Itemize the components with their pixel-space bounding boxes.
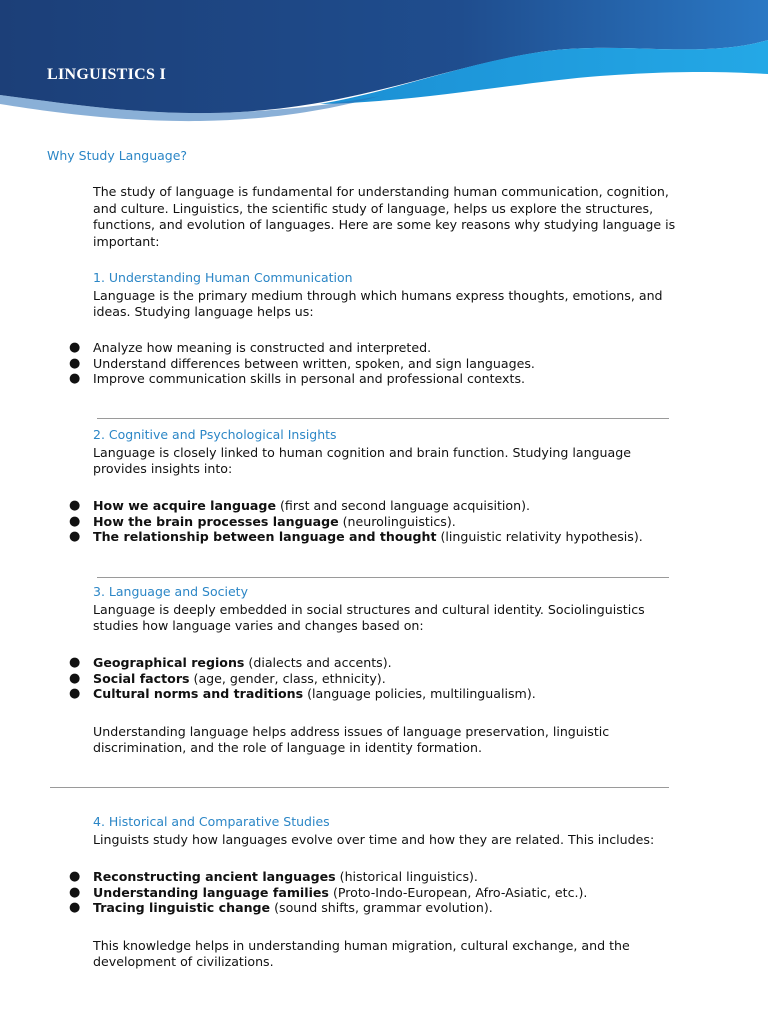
section-title-4: 4. Historical and Comparative Studies (93, 814, 330, 829)
bullet-icon: ● (69, 869, 81, 884)
page-heading: Why Study Language? (47, 148, 188, 163)
intro-paragraph: The study of language is fundamental for understanding human communication, cognition, and culture. Linguistics, the scientific study of language, helps us explore the structures, functions, and evolution of languages. Here are some key reasons why studying language is important: (93, 184, 676, 249)
list-item: ● Analyze how meaning is constructed and interpreted. (69, 340, 432, 355)
section-paragraph-2: Language is closely linked to human cognition and brain function. Studying language provides insights into: (93, 445, 631, 476)
list-item: ● Understand differences between written, spoken, and sign languages. (69, 355, 535, 371)
wave-banner-graphic (0, 0, 768, 125)
header-banner (0, 0, 768, 125)
bullet-icon: ● (69, 498, 81, 513)
bullet-icon: ● (69, 670, 81, 686)
bullet-icon: ● (69, 355, 81, 371)
list-item: ● The relationship between language and thought (linguistic relativity hypothesis). (69, 529, 643, 544)
bullet-icon: ● (69, 340, 81, 355)
section-paragraph-4: Linguists study how languages evolve over time and how they are related. This includes: (93, 832, 655, 847)
document-title: LINGUISTICS I (47, 66, 167, 83)
section-title-2: 2. Cognitive and Psychological Insights (93, 427, 337, 442)
section-title-1: 1. Understanding Human Communication (93, 270, 353, 285)
bullet-list-4 (0, 869, 700, 916)
bullet-list-3 (0, 655, 700, 702)
divider (97, 418, 669, 419)
list-item: ● Tracing linguistic change (sound shifts, grammar evolution). (69, 900, 493, 915)
bullet-icon: ● (69, 655, 81, 670)
bullet-list-2 (0, 498, 700, 545)
list-item: ● Improve communication skills in personal and professional contexts. (69, 371, 526, 386)
bullet-icon: ● (69, 900, 81, 915)
list-item: ● How we acquire language (first and second language acquisition). (69, 498, 530, 513)
list-item: ● Understanding language families (Proto-Indo-European, Afro-Asiatic, etc.). (69, 884, 588, 900)
list-item: ● Reconstructing ancient languages (historical linguistics). (69, 869, 478, 884)
section-paragraph-3: Language is deeply embedded in social structures and cultural identity. Sociolinguistics studies how language varies and changes based on: (93, 602, 645, 633)
list-item: ● Geographical regions (dialects and accents). (69, 655, 392, 670)
bullet-icon: ● (69, 529, 81, 544)
divider (97, 577, 669, 578)
bullet-icon: ● (69, 884, 81, 900)
section-closing-4: This knowledge helps in understanding human migration, cultural exchange, and the development of civilizations. (93, 938, 630, 969)
list-item: ● Cultural norms and traditions (language policies, multilingualism). (69, 686, 536, 701)
list-item: ● How the brain processes language (neurolinguistics). (69, 513, 456, 529)
bullet-icon: ● (69, 686, 81, 701)
bullet-icon: ● (69, 513, 81, 529)
section-closing-3: Understanding language helps address issues of language preservation, linguistic discrimination, and the role of language in identity formation. (93, 724, 610, 755)
section-title-3: 3. Language and Society (93, 584, 248, 599)
section-paragraph-1: Language is the primary medium through which humans express thoughts, emotions, and ideas. Studying language helps us: (93, 288, 663, 319)
divider (50, 787, 669, 788)
bullet-icon: ● (69, 371, 81, 386)
list-item: ● Social factors (age, gender, class, ethnicity). (69, 670, 386, 686)
bullet-list-1 (0, 340, 700, 387)
